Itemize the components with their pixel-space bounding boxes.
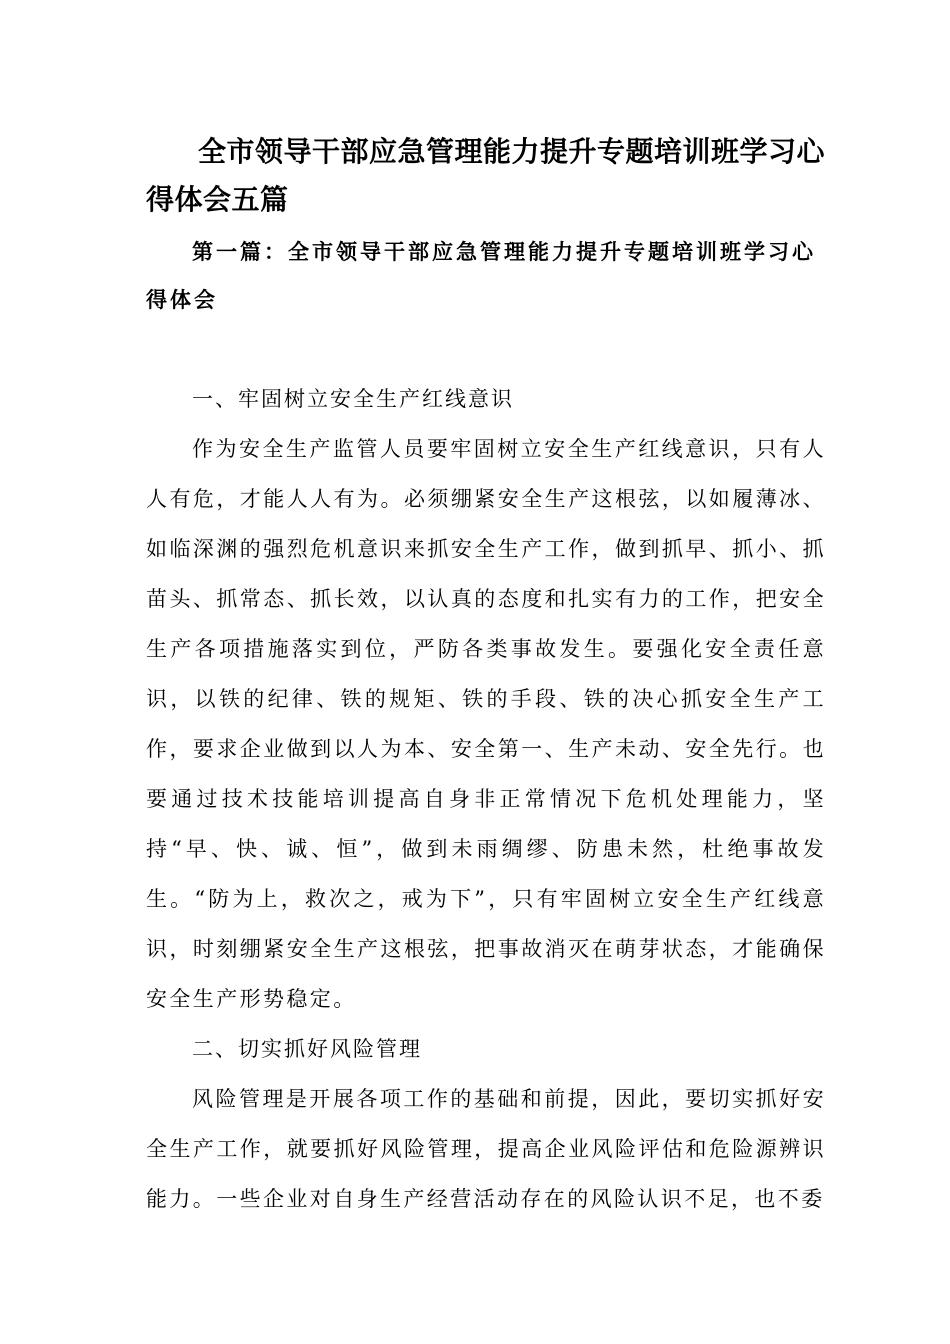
document-body bbox=[146, 374, 826, 1224]
document-subtitle: 第一篇：全市领导干部应急管理能力提升专题培训班学习心得体会 bbox=[146, 240, 816, 312]
section-paragraph: 风险管理是开展各项工作的基础和前提，因此，要切实抓好安全生产工作，就要抓好风险管理，提高企业风险评估和危险源辨识能力。一些企业对自身生产经营活动存在的风险认识不足，也不委 bbox=[146, 1087, 826, 1211]
section-heading: 一、牢固树立安全生产红线意识 bbox=[192, 387, 514, 411]
section-heading: 二、切实抓好风险管理 bbox=[192, 1037, 422, 1061]
section-paragraph: 作为安全生产监管人员要牢固树立安全生产红线意识，只有人人有危，才能人人有为。必须绷紧安全生产这根弦，以如履薄冰、如临深渊的强烈危机意识来抓安全生产工作，做到抓早、抓小、抓苗头、抓常态、抓长效，以认真的态度和扎实有力的工作，把安全生产各项措施落实到位，严防各类事故发生。要强化安全责任意识，以铁的纪律、铁的规矩、铁的手段、铁的决心抓安全生产工作，要求企业做到以人为本、安全第一、生产未动、安全先行。也要通过技术技能培训提高自身非正常情况下危机处理能力，坚持“早、快、诚、恒”，做到未雨绸缪、防患未然，杜绝事故发生。“防为上，救次之，戒为下”，只有牢固树立安全生产红线意识，时刻绷紧安全生产这根弦，把事故消灭在萌芽状态，才能确保安全生产形势稳定。 bbox=[146, 437, 826, 1011]
document-title: 全市领导干部应急管理能力提升专题培训班学习心得体会五篇 bbox=[146, 135, 826, 216]
